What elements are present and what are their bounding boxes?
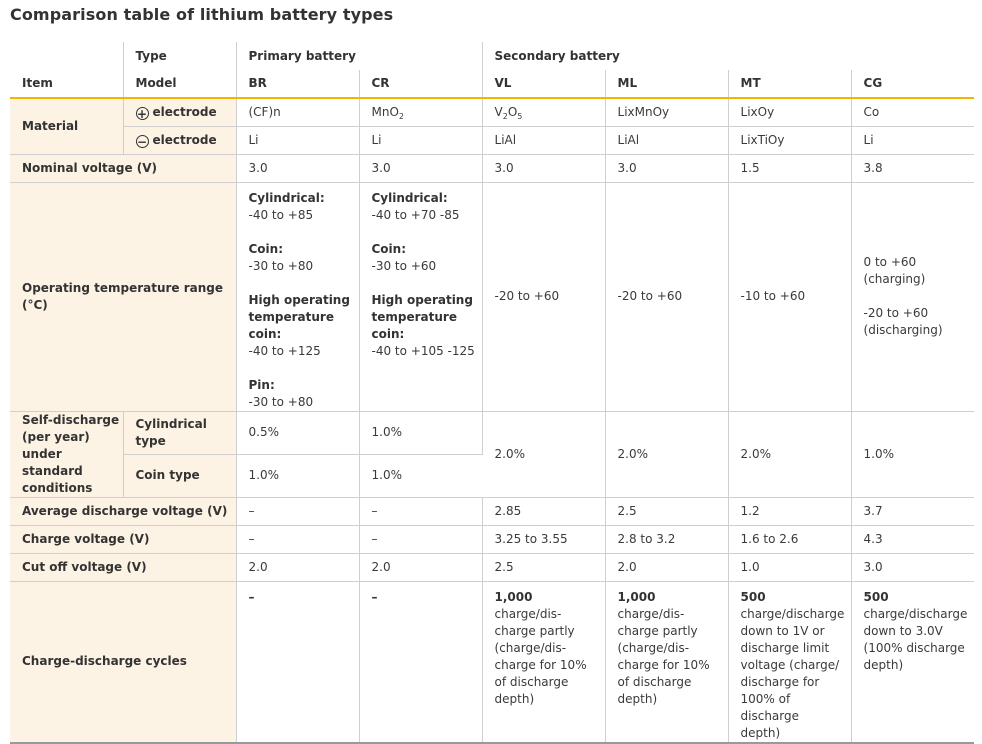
neg-electrode-label: − electrode: [123, 126, 236, 154]
avgdis-cr: –: [359, 497, 482, 525]
model-mt: MT: [728, 70, 851, 98]
optemp-mt: -10 to +60: [728, 182, 851, 411]
header-row-type: [10, 42, 974, 70]
charge-ml: 2.8 to 3.2: [605, 525, 728, 553]
charge-cr: –: [359, 525, 482, 553]
model-vl: VL: [482, 70, 605, 98]
model-ml: ML: [605, 70, 728, 98]
selfdis-cr-coin: 1.0%: [359, 454, 482, 497]
cutoff-ml: 2.0: [605, 553, 728, 581]
optemp-br: Cylindrical: -40 to +85 Coin: -30 to +80 High operating temperature coin: -40 to +125 Pin: -30 to +80: [236, 182, 359, 411]
pos-electrode-label: + electrode: [123, 98, 236, 126]
selfdis-br-coin: 1.0%: [236, 454, 359, 497]
cycles-cr: –: [359, 581, 482, 743]
neg-mt: LixTiOy: [728, 126, 851, 154]
cutoff-br: 2.0: [236, 553, 359, 581]
optemp-vl: -20 to +60: [482, 182, 605, 411]
optemp-label: Operating temperature range (°C): [10, 182, 236, 411]
operating-temp-row: [10, 182, 974, 411]
neg-br: Li: [236, 126, 359, 154]
cutoff-cr: 2.0: [359, 553, 482, 581]
optemp-cg: 0 to +60 (charging) -20 to +60 (discharging): [851, 182, 974, 411]
optemp-ml: -20 to +60: [605, 182, 728, 411]
pos-cr: MnO$_2$: [359, 98, 482, 126]
nominal-voltage-row: [10, 154, 974, 182]
material-pos-row: [10, 98, 974, 126]
model-cg: CG: [851, 70, 974, 98]
cycles-row: [10, 581, 974, 743]
pos-br: (CF)n: [236, 98, 359, 126]
cycles-label: Charge-discharge cycles: [10, 581, 236, 743]
cutoff-label: Cut off voltage (V): [10, 553, 236, 581]
cutoff-voltage-row: [10, 553, 974, 581]
charge-cg: 4.3: [851, 525, 974, 553]
selfdis-br-cyl: 0.5%: [236, 411, 359, 454]
charge-mt: 1.6 to 2.6: [728, 525, 851, 553]
cycles-mt: 500 charge/discharge down to 1V or discharge limit voltage (charge/ discharge for 100% of discharge depth): [728, 581, 851, 743]
nominal-label: Nominal voltage (V): [10, 154, 236, 182]
minus-circle-icon: −: [136, 134, 148, 149]
header-blank: [10, 42, 123, 70]
comparison-table: [10, 42, 974, 744]
avgdis-ml: 2.5: [605, 497, 728, 525]
pos-mt: LixOy: [728, 98, 851, 126]
cycles-br: –: [236, 581, 359, 743]
avgdis-br: –: [236, 497, 359, 525]
pos-cg: Co: [851, 98, 974, 126]
neg-vl: LiAl: [482, 126, 605, 154]
neg-ml: LiAl: [605, 126, 728, 154]
pos-ml: LixMnOy: [605, 98, 728, 126]
cycles-ml: 1,000 charge/dis- charge partly (charge/dis- charge for 10% of discharge depth): [605, 581, 728, 743]
header-model: Model: [123, 70, 236, 98]
cycles-cg: 500 charge/discharge down to 3.0V (100% discharge depth): [851, 581, 974, 743]
cutoff-cg: 3.0: [851, 553, 974, 581]
page-title: Comparison table of lithium battery types: [10, 5, 394, 24]
selfdis-cr-cyl: 1.0%: [359, 411, 482, 454]
charge-voltage-row: [10, 525, 974, 553]
header-primary: Primary battery: [236, 42, 482, 70]
selfdis-cyl-row: [10, 411, 974, 454]
plus-circle-icon: +: [136, 106, 148, 121]
nominal-mt: 1.5: [728, 154, 851, 182]
cycles-vl: 1,000 charge/dis- charge partly (charge/dis- charge for 10% of discharge depth): [482, 581, 605, 743]
nominal-ml: 3.0: [605, 154, 728, 182]
nominal-cr: 3.0: [359, 154, 482, 182]
header-item: Item: [10, 70, 123, 98]
selfdis-vl: 2.0%: [482, 411, 605, 497]
neg-cr: Li: [359, 126, 482, 154]
charge-label: Charge voltage (V): [10, 525, 236, 553]
cutoff-mt: 1.0: [728, 553, 851, 581]
neg-cg: Li: [851, 126, 974, 154]
avgdis-cg: 3.7: [851, 497, 974, 525]
cutoff-vl: 2.5: [482, 553, 605, 581]
optemp-cr: Cylindrical: -40 to +70 -85 Coin: -30 to +60 High operating temperature coin: -40 to +105 -125: [359, 182, 482, 411]
pos-vl: $V_2O_5$: [482, 98, 605, 126]
charge-vl: 3.25 to 3.55: [482, 525, 605, 553]
header-secondary: Secondary battery: [494, 48, 620, 63]
avgdis-mt: 1.2: [728, 497, 851, 525]
avgdis-label: Average discharge voltage (V): [10, 497, 236, 525]
nominal-vl: 3.0: [482, 154, 605, 182]
nominal-cg: 3.8: [851, 154, 974, 182]
selfdis-mt: 2.0%: [728, 411, 851, 497]
selfdis-cyl-label: Cylindrical type: [123, 411, 236, 454]
header-type: Type: [123, 42, 236, 70]
selfdis-label: Self-discharge (per year) under standard conditions: [10, 411, 123, 497]
charge-br: –: [236, 525, 359, 553]
material-neg-row: [10, 126, 974, 154]
nominal-br: 3.0: [236, 154, 359, 182]
avgdis-vl: 2.85: [482, 497, 605, 525]
selfdis-ml: 2.0%: [605, 411, 728, 497]
material-label: Material: [10, 98, 123, 154]
model-br: BR: [236, 70, 359, 98]
avg-discharge-row: [10, 497, 974, 525]
model-cr: CR: [359, 70, 482, 98]
selfdis-coin-label: Coin type: [123, 454, 236, 497]
header-row-model: [10, 70, 974, 98]
selfdis-cg: 1.0%: [851, 411, 974, 497]
